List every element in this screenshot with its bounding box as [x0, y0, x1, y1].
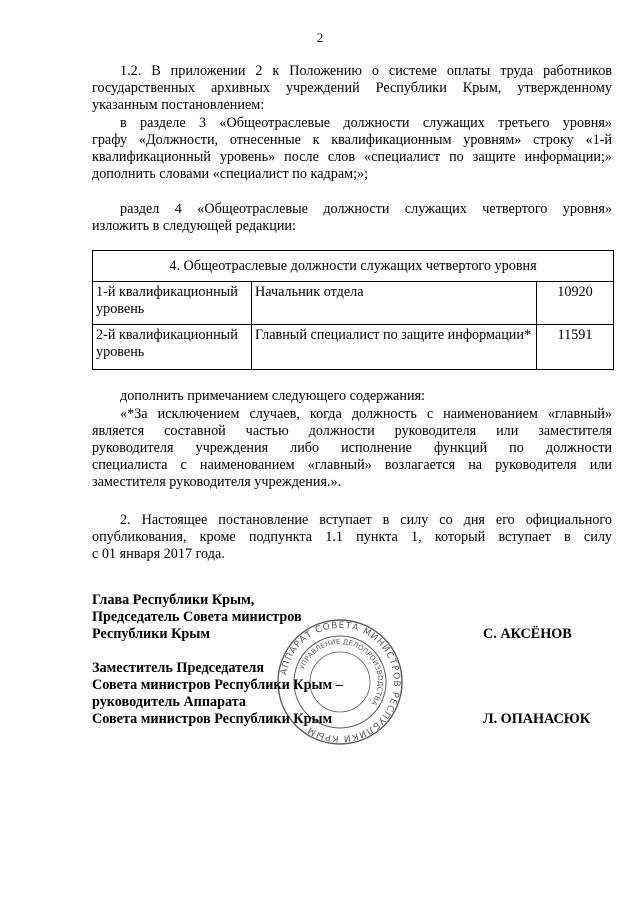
- text-line: указанным постановлением:: [92, 97, 265, 113]
- signatory-1-name: С. АКСЁНОВ: [483, 626, 572, 642]
- signatory-title-line: Председатель Совета министров: [92, 609, 302, 625]
- text-line: государственных архивных учреждений Республики Крым, утвержденному: [92, 80, 612, 96]
- paragraph-2: [92, 512, 612, 563]
- paragraph-section-4: [92, 201, 612, 235]
- text-line: руководителя учреждения либо исполнение функций по должности: [92, 440, 612, 456]
- table-row: [93, 325, 614, 370]
- text-line: раздел 4 «Общеотраслевые должности служащих четвертого уровня»: [120, 201, 612, 217]
- paragraph-1-2: [92, 63, 612, 114]
- paragraph-section-3: [92, 115, 612, 183]
- signatory-title-line: руководитель Аппарата: [92, 694, 246, 710]
- text-line: заместителя руководителя учреждения.».: [92, 474, 342, 490]
- paragraph-note: [92, 406, 612, 491]
- text-line: с 01 января 2017 года.: [92, 546, 225, 562]
- stamp-inner-text: УПРАВЛЕНИЕ ДЕЛОПРОИЗВОДСТВА: [298, 637, 385, 707]
- text-line: дополнить словами «специалист по кадрам;»;: [92, 166, 369, 182]
- signatory-title-line: Совета министров Республики Крым: [92, 711, 333, 727]
- text-line: 1.2. В приложении 2 к Положению о системе оплаты труда работников: [120, 63, 612, 79]
- paragraph-note-intro: [92, 388, 612, 405]
- table-header: 4. Общеотраслевые должности служащих четвертого уровня: [93, 251, 614, 282]
- stamp-outer-text: АППАРАТ СОВЕТА МИНИСТРОВ РЕСПУБЛИКИ КРЫМ: [279, 620, 402, 744]
- signatory-title-line: Республики Крым: [92, 626, 211, 642]
- salary-cell: 10920: [537, 282, 614, 325]
- position-cell: Начальник отдела: [252, 282, 537, 325]
- signatory-1-title: [92, 592, 302, 643]
- signatory-title-line: Совета министров Республики Крым –: [92, 677, 343, 693]
- signatory-2-name: Л. ОПАНАСЮК: [483, 711, 591, 727]
- text-line: «*За исключением случаев, когда должность с наименованием «главный»: [120, 406, 612, 422]
- text-line: в разделе 3 «Общеотраслевые должности служащих третьего уровня»: [120, 115, 612, 131]
- table-row: [93, 282, 614, 325]
- text-line: опубликования, кроме подпункта 1.1 пункта 1, который вступает в силу: [92, 529, 612, 545]
- signatory-title-line: Глава Республики Крым,: [92, 592, 255, 608]
- text-line: квалификационный уровень» после слов «специалист по защите информации;»: [92, 149, 612, 165]
- text-line: является составной частью должности руководителя или заместителя: [92, 423, 612, 439]
- salary-cell: 11591: [537, 325, 614, 370]
- text-line: дополнить примечанием следующего содержания:: [120, 388, 426, 404]
- text-line: специалиста с наименованием «главный» возлагается на руководителя или: [92, 457, 612, 473]
- signatory-2-title: [92, 660, 343, 728]
- text-line: графу «Должности, отнесенные к квалификационным уровням» строку «1-й: [92, 132, 612, 148]
- position-cell: Главный специалист по защите информации*: [252, 325, 537, 370]
- salary-table: [92, 250, 614, 370]
- qualification-level-cell: 2-й квалификационный уровень: [93, 325, 252, 370]
- signatory-title-line: Заместитель Председателя: [92, 660, 265, 676]
- text-line: 2. Настоящее постановление вступает в силу со дня его официального: [120, 512, 612, 528]
- qualification-level-cell: 1-й квалификационный уровень: [93, 282, 252, 325]
- page-number: 2: [316, 30, 324, 45]
- text-line: изложить в следующей редакции:: [92, 218, 296, 234]
